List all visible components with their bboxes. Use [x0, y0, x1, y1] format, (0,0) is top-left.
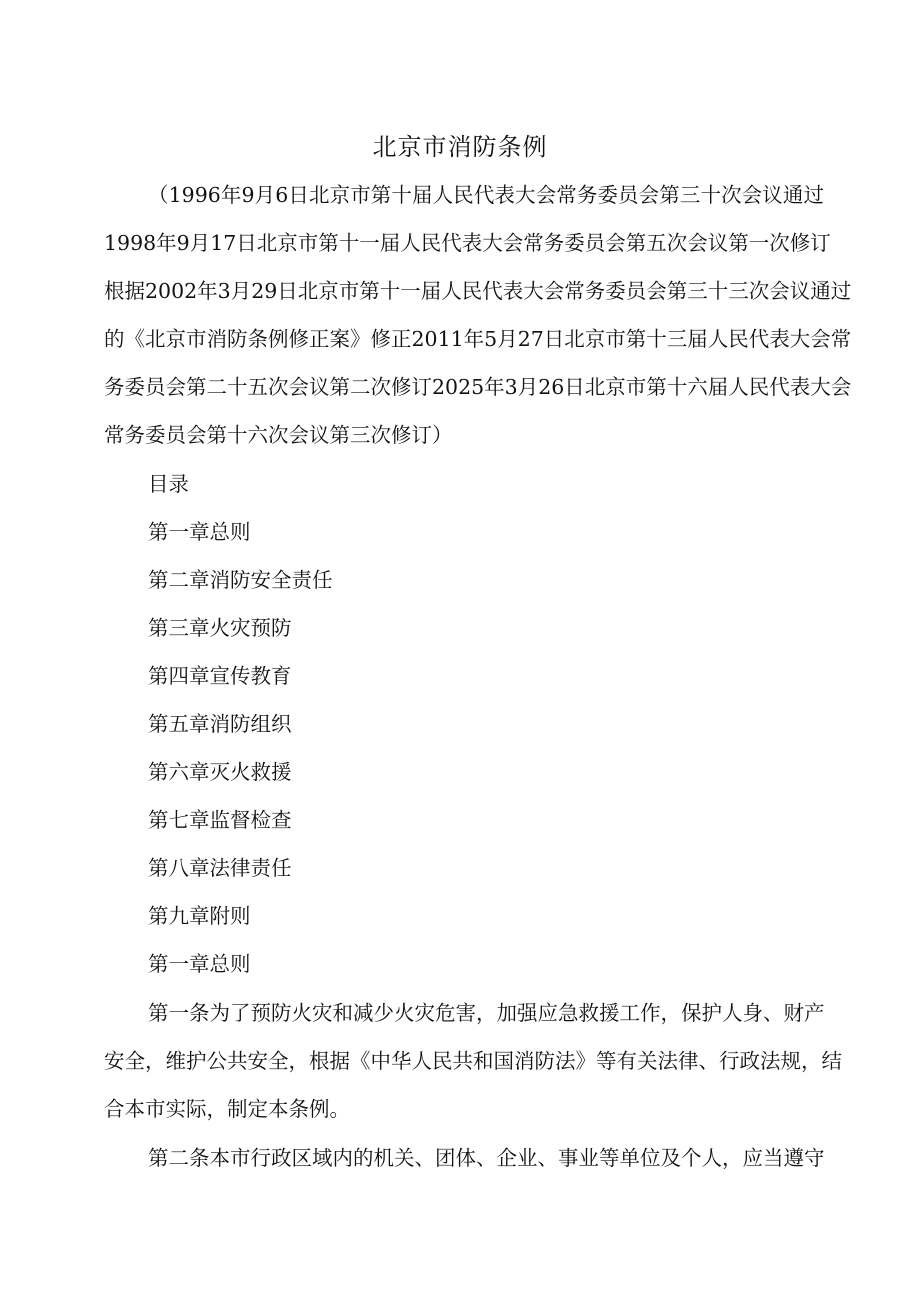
preamble-line-1: （1996年9月6日北京市第十届人民代表大会常务委员会第三十次会议通过	[148, 183, 824, 207]
article-1-line-3: 合本市实际，制定本条例。	[104, 1097, 350, 1121]
toc-item-5: 第五章消防组织	[148, 712, 292, 736]
toc-item-3: 第三章火灾预防	[148, 616, 292, 640]
toc-item-7: 第七章监督检查	[148, 808, 292, 832]
toc-item-1: 第一章总则	[148, 520, 251, 544]
article-1-line-1: 第一条为了预防火灾和减少火灾危害，加强应急救援工作，保护人身、财产	[148, 1001, 825, 1025]
toc-item-8: 第八章法律责任	[148, 856, 292, 880]
toc-heading: 目录	[148, 472, 189, 496]
document-title: 北京市消防条例	[372, 133, 548, 161]
preamble-line-4: 的《北京市消防条例修正案》修正2011年5月27日北京市第十三届人民代表大会常	[104, 327, 852, 351]
toc-item-9: 第九章附则	[148, 904, 251, 928]
article-2-line-1: 第二条本市行政区域内的机关、团体、企业、事业等单位及个人，应当遵守	[148, 1146, 825, 1170]
preamble-line-6: 常务委员会第十六次会议第三次修订）	[104, 423, 453, 447]
toc-item-4: 第四章宣传教育	[148, 664, 292, 688]
chapter-heading: 第一章总则	[148, 952, 251, 976]
toc-item-2: 第二章消防安全责任	[148, 568, 333, 592]
preamble-line-3: 根据2002年3月29日北京市第十一届人民代表大会常务委员会第三十三次会议通过	[104, 279, 852, 303]
preamble-line-2: 1998年9月17日北京市第十一届人民代表大会常务委员会第五次会议第一次修订	[104, 231, 831, 255]
preamble-line-5: 务委员会第二十五次会议第二次修订2025年3月26日北京市第十六届人民代表大会	[104, 375, 852, 399]
article-1-line-2: 安全，维护公共安全，根据《中华人民共和国消防法》等有关法律、行政法规，结	[104, 1049, 842, 1073]
toc-item-6: 第六章灭火救援	[148, 760, 292, 784]
